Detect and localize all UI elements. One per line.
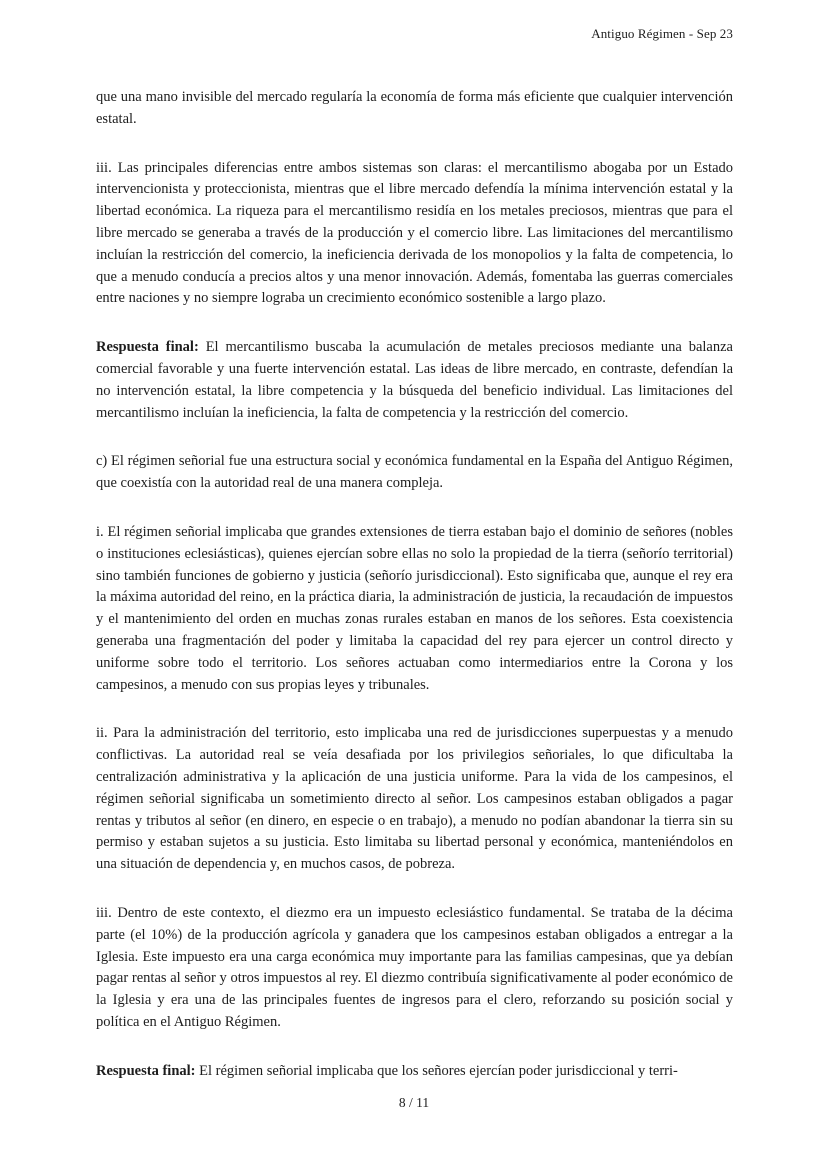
paragraph: [96, 1061, 733, 1083]
paragraph-text: iii. Dentro de este contexto, el diezmo era un impuesto eclesiástico fundamental. Se trataba de la décima parte (el 10%) de la producción agrícola y ganadera que los campesinos estaban obligados a entregar a la Iglesia. Este impuesto era una carga económica muy importante para las familias campesinas, que ya debían pagar rentas al señor y otros impuestos al rey. El diezmo contribuía significativamente al poder económico de la Iglesia y era una de las principales fuentes de ingresos para el clero, reforzando su posición social y política en el Antiguo Régimen.: [96, 904, 733, 1030]
paragraph-text: El régimen señorial implicaba que los señores ejercían poder jurisdiccional y terri-: [195, 1062, 678, 1079]
paragraph-text: iii. Las principales diferencias entre ambos sistemas son claras: el mercantilismo abogaba por un Estado intervencionista y proteccionista, mientras que el libre mercado defendía la mínima intervención estatal y la libertad económica. La riqueza para el mercantilismo residía en los metales preciosos, mientras que para el libre mercado se generaba a través de la producción y el comercio libre. Las limitaciones del mercantilismo incluían la restricción del comercio, la ineficiencia derivada de los monopolios y la falta de competencia, lo que a menudo conducía a precios altos y una menor innovación. Además, fomentaba las guerras comerciales entre naciones y no siempre lograba un crecimiento económico sostenible a largo plazo.: [96, 159, 733, 307]
document-body: [96, 87, 733, 1109]
paragraph: [96, 87, 733, 131]
page-footer: [0, 1095, 828, 1111]
header-title: Antiguo Régimen - Sep 23: [591, 26, 733, 41]
paragraph-text: ii. Para la administración del territorio, esto implicaba una red de jurisdicciones superpuestas y a menudo conflictivas. La autoridad real se veía desafiada por los privilegios señoriales, lo que dificultaba la centralización administrativa y la aplicación de una justicia uniforme. Para la vida de los campesinos, el régimen señorial significaba un sometimiento directo al señor. Los campesinos estaban obligados a pagar rentas y tributos al señor (en dinero, en especie o en trabajo), a menudo no podían abandonar la tierra sin su permiso y estaban sujetos a su justicia. Esto limitaba su libertad personal y económica, manteniéndolos en una situación de dependencia y, en muchos casos, de pobreza.: [96, 725, 733, 873]
paragraph-text: El mercantilismo buscaba la acumulación de metales preciosos mediante una balanza comercial favorable y una fuerte intervención estatal. Las ideas de libre mercado, en contraste, defendían la no intervención estatal, la libre competencia y la búsqueda del beneficio individual. Las limitaciones del mercantilismo incluían la ineficiencia, la falta de competencia y la restricción del comercio.: [96, 339, 733, 421]
paragraph: [96, 337, 733, 424]
page-number: 8 / 11: [398, 1095, 430, 1110]
page-header: [96, 26, 733, 42]
paragraph: [96, 158, 733, 311]
paragraph: [96, 451, 733, 495]
paragraph: [96, 522, 733, 696]
paragraph-text: que una mano invisible del mercado regularía la economía de forma más eficiente que cualquier intervención estatal.: [96, 89, 733, 127]
paragraph-lead: Respuesta final:: [96, 1062, 196, 1079]
paragraph-text: c) El régimen señorial fue una estructura social y económica fundamental en la España del Antiguo Régimen, que coexistía con la autoridad real de una manera compleja.: [96, 453, 733, 492]
paragraph-lead: Respuesta final:: [96, 339, 199, 356]
paragraph: [96, 903, 733, 1034]
paragraph: [96, 723, 733, 876]
paragraph-text: i. El régimen señorial implicaba que grandes extensiones de tierra estaban bajo el dominio de señores (nobles o instituciones eclesiásticas), quienes ejercían sobre ellas no solo la propiedad de la tierra (señorío territorial) sino también funciones de gobierno y justicia (señorío jurisdiccional). Esto significaba que, aunque el rey era la máxima autoridad del reino, en la práctica diaria, la administración de justicia, la recaudación de impuestos y el mantenimiento del orden en muchas zonas rurales estaban en manos de los señores. Esta coexistencia generaba una fragmentación del poder y limitaba la capacidad del rey para ejercer un control directo y uniforme sobre todo el territorio. Los señores actuaban como intermediarios entre la Corona y los campesinos, a menudo con sus propias leyes y tribunales.: [96, 523, 733, 693]
